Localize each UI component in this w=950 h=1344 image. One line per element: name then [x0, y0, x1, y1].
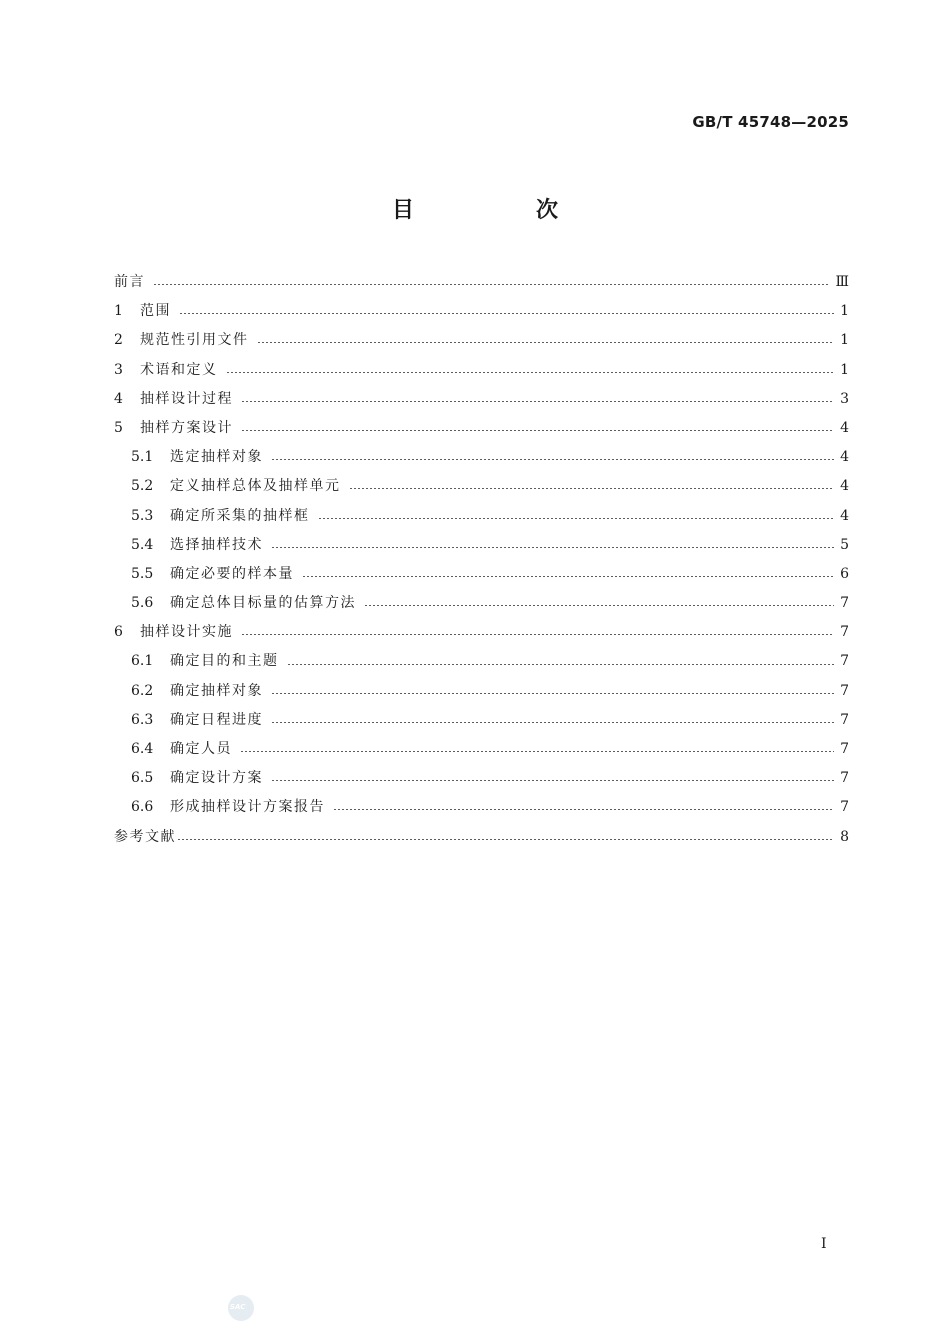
toc-entry-page: 7 [840, 653, 849, 670]
toc-entry[interactable] [114, 502, 849, 531]
toc-entry-title: 选定抽样对象 [170, 449, 263, 466]
watermark-text: SAC [230, 1303, 246, 1311]
toc-entry[interactable] [114, 472, 849, 501]
toc-entry-title: 参考文献 [114, 828, 176, 845]
toc-entry-title: 前言 [114, 274, 145, 290]
toc-leader-dots [240, 751, 834, 752]
toc-entry-number: 5.4 [131, 536, 154, 553]
toc-entry-page: 4 [840, 507, 849, 524]
toc-entry[interactable] [114, 297, 849, 326]
toc-entry-title: 确定日程进度 [170, 711, 263, 728]
toc-entry-number: 1 [114, 303, 123, 320]
toc-entry[interactable] [114, 443, 849, 472]
toc-entry-page: 6 [840, 565, 849, 582]
toc-entry-number: 6.2 [131, 682, 154, 699]
toc-leader-dots [302, 576, 834, 577]
toc-leader-dots [271, 780, 834, 781]
toc-entry-page: 7 [840, 682, 849, 699]
toc-entry[interactable] [114, 356, 849, 385]
toc-entry-number: 6.6 [131, 799, 154, 816]
toc-entry-title: 确定总体目标量的估算方法 [170, 595, 356, 612]
toc-entry[interactable] [114, 560, 849, 589]
toc-entry-title: 确定抽样对象 [170, 682, 263, 699]
toc-entry-title: 抽样方案设计 [140, 419, 233, 436]
toc-leader-dots [287, 664, 835, 665]
toc-entry-title: 抽样设计过程 [140, 390, 233, 407]
toc-entry-page: 4 [840, 419, 849, 436]
toc-entry-page: 1 [840, 303, 849, 320]
toc-entry-number: 5.6 [131, 595, 154, 612]
toc-entry-number: 6.4 [131, 741, 154, 757]
toc-entry[interactable] [114, 589, 849, 618]
toc-leader-dots [364, 605, 834, 606]
toc-leader-dots [241, 634, 834, 635]
toc-entry[interactable] [114, 823, 849, 852]
sac-watermark-logo [228, 1295, 254, 1321]
toc-entry-page: 3 [840, 390, 849, 407]
toc-entry[interactable] [114, 677, 849, 706]
toc-leader-dots [271, 547, 834, 548]
toc-entry-number: 6.5 [131, 770, 154, 787]
toc-entry[interactable] [114, 735, 849, 764]
table-of-contents [114, 268, 849, 852]
toc-entry-title: 确定设计方案 [170, 770, 263, 787]
toc-entry-title: 确定所采集的抽样框 [170, 507, 310, 524]
toc-entry-number: 2 [114, 332, 123, 349]
toc-entry[interactable] [114, 618, 849, 647]
toc-entry-number: 6 [114, 624, 123, 641]
toc-leader-dots [271, 693, 834, 694]
toc-entry[interactable] [114, 326, 849, 355]
toc-entry[interactable] [114, 268, 849, 297]
toc-entry-title: 定义抽样总体及抽样单元 [170, 478, 341, 495]
toc-entry-page: Ⅲ [835, 274, 849, 290]
toc-entry-page: 7 [840, 770, 849, 787]
toc-leader-dots [226, 372, 835, 373]
toc-entry-title: 选择抽样技术 [170, 536, 263, 553]
toc-entry-number: 5.2 [131, 478, 154, 495]
toc-entry-number: 5 [114, 419, 123, 436]
toc-leader-dots [333, 809, 834, 810]
toc-entry-title: 确定目的和主题 [170, 653, 279, 670]
toc-entry[interactable] [114, 647, 849, 676]
standard-number: GB/T 45748—2025 [692, 113, 849, 131]
toc-leader-dots [271, 722, 834, 723]
toc-entry-page: 7 [840, 624, 849, 641]
toc-entry-page: 1 [840, 332, 849, 349]
toc-leader-dots [179, 313, 834, 314]
toc-entry-page: 4 [840, 478, 849, 495]
toc-entry-title: 术语和定义 [140, 361, 218, 378]
toc-entry-title: 抽样设计实施 [140, 624, 233, 641]
toc-leader-dots [271, 459, 834, 460]
toc-entry-number: 5.3 [131, 507, 154, 524]
toc-entry-number: 5.1 [131, 449, 154, 466]
toc-leader-dots [349, 488, 835, 489]
toc-entry-number: 5.5 [131, 565, 154, 582]
toc-entry-number: 6.3 [131, 711, 154, 728]
toc-entry[interactable] [114, 414, 849, 443]
toc-entry-title: 范围 [140, 303, 171, 320]
toc-entry-number: 3 [114, 361, 123, 378]
toc-entry-page: 7 [840, 711, 849, 728]
toc-leader-dots [318, 518, 835, 519]
toc-entry[interactable] [114, 531, 849, 560]
toc-leader-dots [177, 839, 834, 840]
toc-leader-dots [241, 401, 834, 402]
toc-entry[interactable] [114, 706, 849, 735]
toc-entry-page: 7 [840, 595, 849, 612]
toc-title: 目 次 [391, 198, 608, 223]
toc-entry[interactable] [114, 764, 849, 793]
toc-entry[interactable] [114, 793, 849, 822]
toc-leader-dots [257, 342, 835, 343]
page-number: I [821, 1236, 827, 1252]
toc-entry-page: 4 [840, 449, 849, 466]
toc-leader-dots [241, 430, 834, 431]
toc-entry-title: 确定必要的样本量 [170, 565, 294, 582]
toc-entry-title: 形成抽样设计方案报告 [170, 799, 325, 816]
toc-entry-title: 规范性引用文件 [140, 332, 249, 349]
toc-entry-page: 1 [840, 361, 849, 378]
toc-entry-number: 4 [114, 390, 123, 407]
toc-entry-page: 7 [840, 799, 849, 816]
toc-leader-dots [153, 284, 829, 285]
toc-entry[interactable] [114, 385, 849, 414]
toc-entry-number: 6.1 [131, 653, 154, 670]
toc-entry-page: 7 [840, 741, 849, 757]
toc-entry-title: 确定人员 [170, 741, 232, 757]
toc-entry-page: 8 [840, 828, 849, 845]
toc-entry-page: 5 [840, 536, 849, 553]
